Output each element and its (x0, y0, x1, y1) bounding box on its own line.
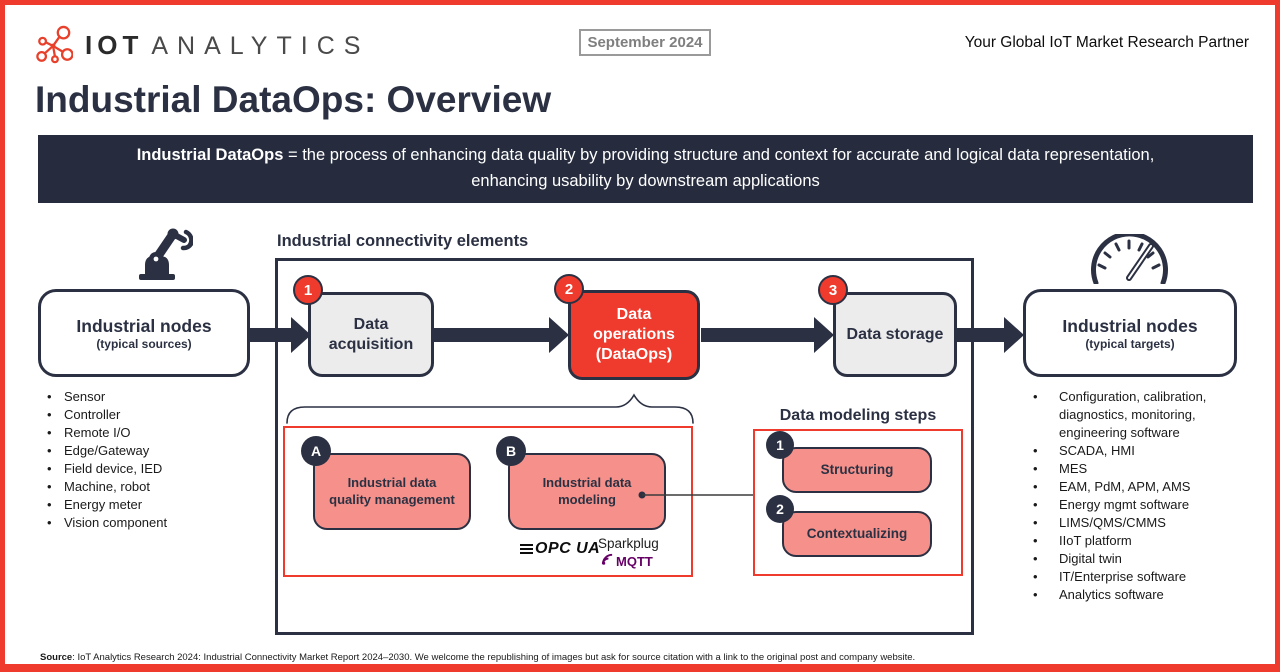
bullet-dot: • (1033, 533, 1038, 548)
list-item-text: Controller (64, 407, 121, 422)
flow-arrow (701, 328, 815, 342)
modeling-connector-arrow (635, 487, 771, 508)
sources-box-title: Industrial nodes (76, 315, 212, 336)
definition-term: Industrial DataOps (136, 146, 284, 165)
molecule-logo-icon (35, 25, 73, 65)
step-label: Data storage (846, 325, 944, 343)
bullet-dot: • (47, 461, 52, 476)
bullet-dot: • (1033, 515, 1038, 530)
date-badge: September 2024 (579, 29, 711, 56)
source-label: Source (40, 652, 73, 663)
bullet-dot: • (47, 479, 52, 494)
connectivity-label: Industrial connectivity elements (277, 232, 529, 250)
list-item (1033, 478, 1261, 496)
flow-arrow (434, 328, 551, 342)
iot-analytics-logo (35, 25, 369, 65)
list-item (47, 496, 262, 514)
mqtt-signal-icon (601, 553, 614, 569)
targets-node-box (1023, 289, 1237, 377)
list-item-text: LIMS/QMS/CMMS (1059, 515, 1166, 530)
sparkplug-logo: Sparkplug (598, 536, 659, 551)
list-item-text: Remote I/O (64, 425, 131, 440)
brand-word-analytics: ANALYTICS (151, 31, 370, 60)
list-item (47, 514, 262, 532)
list-item (1033, 514, 1261, 532)
box-industrial-data-quality-management (313, 453, 471, 530)
list-item (47, 478, 262, 496)
page-title: Industrial DataOps: Overview (35, 79, 552, 120)
step-box-data-storage (833, 292, 957, 377)
targets-box-subtitle: (typical targets) (1085, 336, 1175, 351)
list-item (47, 388, 262, 406)
bullet-dot: • (47, 443, 52, 458)
flow-arrow (957, 328, 1005, 342)
bullet-dot: • (1033, 497, 1038, 512)
box-contextualizing (782, 511, 932, 557)
definition-line1-rest: = the process of enhancing data quality by providing structure and context for accurate and logical data representation, (283, 146, 1155, 165)
box-structuring (782, 447, 932, 493)
list-item (1033, 586, 1261, 604)
list-item (47, 460, 262, 478)
list-item (1033, 442, 1261, 460)
bullet-dot: • (47, 515, 52, 530)
gauge-icon (1087, 234, 1172, 289)
step-label: Data operations (DataOps) (593, 306, 675, 363)
sources-node-box (38, 289, 250, 377)
flow-arrow-head (814, 317, 834, 353)
list-item-text: Vision component (64, 515, 168, 530)
list-item-text: Sensor (64, 389, 106, 404)
source-text: : IoT Analytics Research 2024: Industrial Connectivity Market Report 2024–2030. We welcome the republishing of images but ask for source citation with a link to the original post and company website. (72, 652, 916, 663)
bullet-dot: • (47, 497, 52, 512)
bullet-dot: • (47, 425, 52, 440)
list-item-text: Analytics software (1059, 587, 1164, 602)
mqtt-logo (601, 553, 653, 569)
header-tagline: Your Global IoT Market Research Partner (964, 34, 1249, 51)
list-item (1033, 532, 1261, 550)
modeling-steps-title: Data modeling steps (779, 407, 937, 424)
sources-box-subtitle: (typical sources) (96, 336, 192, 351)
sources-list (47, 388, 262, 532)
step-badge-2: 2 (554, 274, 584, 304)
box-label: Contextualizing (806, 526, 908, 542)
list-item-text: MES (1059, 461, 1088, 476)
badge-b: B (496, 436, 526, 466)
step-badge-1: 1 (293, 275, 323, 305)
step-badge-3: 3 (818, 275, 848, 305)
definition-banner (38, 135, 1253, 203)
list-item-text: SCADA, HMI (1059, 443, 1135, 458)
bullet-dot: • (1033, 389, 1038, 404)
list-item-text: Energy mgmt software (1059, 497, 1190, 512)
box-label: Industrial data modeling (542, 474, 632, 507)
step-label: Data acquisition (328, 315, 414, 353)
list-item (1033, 388, 1261, 442)
list-item (1033, 550, 1261, 568)
bullet-dot: • (1033, 587, 1038, 602)
list-item-text: Energy meter (64, 497, 143, 512)
brace-icon (283, 390, 697, 431)
bullet-dot: • (47, 407, 52, 422)
robot-arm-icon (125, 221, 193, 286)
list-item-text: Configuration, calibration, diagnostics, monitoring, engineering software (1059, 389, 1207, 440)
opcua-speedlines-icon (520, 544, 533, 555)
bullet-dot: • (1033, 461, 1038, 476)
list-item-text: Machine, robot (64, 479, 150, 494)
list-item (1033, 496, 1261, 514)
list-item (47, 424, 262, 442)
flow-arrow (250, 328, 292, 342)
mqtt-logo-text: MQTT (616, 553, 653, 569)
flow-arrow-head (549, 317, 569, 353)
list-item (47, 442, 262, 460)
bullet-dot: • (1033, 479, 1038, 494)
targets-list (1033, 388, 1261, 604)
modeling-badge-1: 1 (766, 431, 794, 459)
list-item (1033, 460, 1261, 478)
bullet-dot: • (1033, 443, 1038, 458)
targets-box-title: Industrial nodes (1062, 315, 1198, 336)
bullet-dot: • (1033, 569, 1038, 584)
badge-a: A (301, 436, 331, 466)
definition-line2: enhancing usability by downstream applications (471, 172, 820, 190)
step-box-data-operations (568, 290, 700, 380)
list-item-text: Digital twin (1059, 551, 1122, 566)
list-item-text: EAM, PdM, APM, AMS (1059, 479, 1191, 494)
list-item (47, 406, 262, 424)
modeling-badge-2: 2 (766, 495, 794, 523)
flow-arrow-head (1004, 317, 1024, 353)
bullet-dot: • (1033, 551, 1038, 566)
definition-line1 (137, 143, 1155, 169)
list-item-text: IT/Enterprise software (1059, 569, 1187, 584)
source-citation (40, 652, 915, 663)
list-item (1033, 568, 1261, 586)
box-label: Structuring (820, 462, 894, 478)
list-item-text: Edge/Gateway (64, 443, 150, 458)
opcua-logo-text: OPC UA (535, 540, 601, 557)
list-item-text: Field device, IED (64, 461, 163, 476)
list-item-text: IIoT platform (1059, 533, 1132, 548)
box-label: Industrial data quality management (329, 474, 455, 507)
opcua-logo (520, 540, 600, 558)
step-box-data-acquisition (308, 292, 434, 377)
brand-word-iot: IOT (85, 29, 144, 60)
bullet-dot: • (47, 389, 52, 404)
